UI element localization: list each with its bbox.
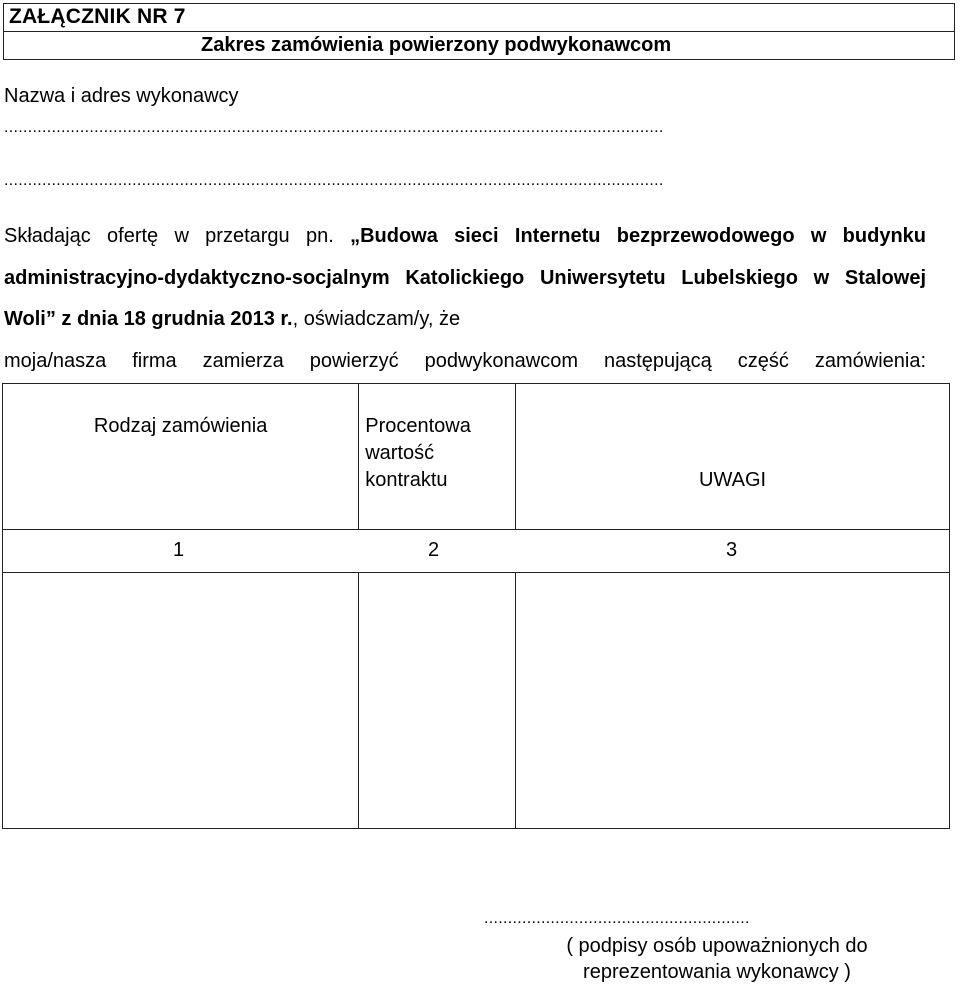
cell-notes[interactable] <box>516 573 950 829</box>
col-header-percentage <box>359 384 516 530</box>
statement-paragraph <box>4 216 926 382</box>
col-number-3: 3 <box>726 539 738 561</box>
col-header-notes: UWAGI <box>516 384 950 530</box>
contractor-line-2[interactable]: ........................................................................................................................................... <box>4 172 664 189</box>
statement-last-line: moja/nasza firma zamierza powierzyć podwykonawcom następującą część zamówienia: <box>4 349 926 372</box>
col-header-percentage-line3: kontraktu <box>365 469 448 491</box>
signature-caption-line1: ( podpisy osób upoważnionych do <box>566 935 868 957</box>
signature-caption-line2: reprezentowania wykonawcy ) <box>583 961 851 983</box>
contractor-line-1[interactable]: ........................................................................................................................................... <box>4 119 664 136</box>
table-row <box>3 573 950 829</box>
col-number-1: 1 <box>173 539 185 561</box>
annex-title: ZAŁĄCZNIK NR 7 <box>9 5 186 28</box>
scope-title: Zakres zamówienia powierzony podwykonawcom <box>201 34 672 56</box>
project-name: „Budowa sieci Internetu bezprzewodowego w budynku administracyjno-dydaktyczno-socjalnym Katolickiego Uniwersytetu Lubelskiego w Stalowej Woli” z dnia 18 grudnia 2013 r. <box>4 225 926 330</box>
header-divider <box>3 31 955 32</box>
col-header-order-type: Rodzaj zamówienia <box>3 384 359 530</box>
signature-line[interactable]: ........................................................ <box>484 910 750 927</box>
contractor-label: Nazwa i adres wykonawcy <box>4 85 239 107</box>
statement-continuation: , oświadczam/y, że <box>292 308 461 330</box>
col-number-2: 2 <box>428 539 440 561</box>
col-header-percentage-line2: wartość <box>365 442 435 464</box>
cell-order-type[interactable] <box>3 573 359 829</box>
subcontract-table <box>2 383 950 829</box>
cell-percentage[interactable] <box>359 573 516 829</box>
number-row-cell <box>3 530 950 573</box>
statement-intro: Składając ofertę w przetargu pn. <box>4 225 351 247</box>
signature-caption <box>510 933 924 985</box>
col-header-percentage-line1: Procentowa <box>365 415 471 437</box>
table-number-row <box>3 530 950 573</box>
table-header-row <box>3 384 950 530</box>
